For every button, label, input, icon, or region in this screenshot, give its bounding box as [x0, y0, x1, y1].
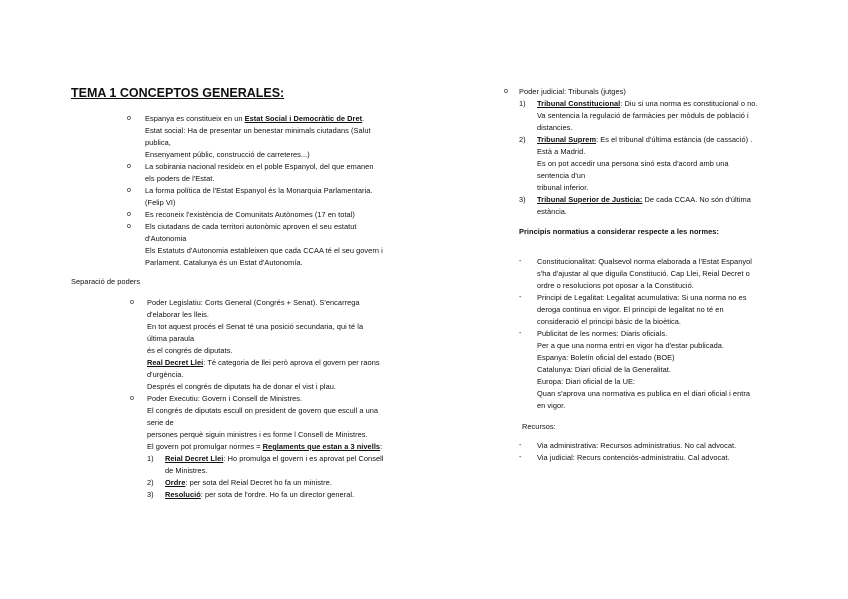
poder-line — [147, 417, 174, 429]
tribunal-line — [537, 170, 585, 182]
principi-line — [537, 388, 750, 400]
text-run: Catalunya: Diari oficial de la Generalitat. — [537, 365, 672, 374]
page-title: TEMA 1 CONCEPTOS GENERALES: — [71, 86, 285, 100]
text-run: Estat social: Ha de presentar un benestar minimals ciutadans (Salut — [145, 126, 371, 135]
principi-line — [537, 280, 694, 292]
intro-line — [145, 113, 364, 125]
tribunal-line — [537, 194, 751, 206]
bullet-icon: o — [127, 211, 131, 218]
tribunal-line — [537, 182, 588, 194]
text-run: : Es el tribunal d'última estància (de cassació) . — [596, 135, 753, 144]
underlined-term: Reglaments que estan a 3 nivells — [262, 442, 381, 451]
poder-line — [147, 441, 382, 453]
text-run: deroga continua en vigor. El principi de legalitat no té en — [537, 305, 724, 314]
underlined-term: Real Decret Llei — [147, 358, 204, 367]
text-run: Separació de poders — [71, 277, 141, 286]
text-run: Via judicial: Recurs contenciós-administratiu. Cal advocat. — [537, 453, 730, 462]
intro-line — [145, 233, 186, 245]
text-run: és el congrés de diputats. — [147, 346, 233, 355]
underlined-term: Tribunal Suprem — [537, 135, 597, 144]
bullet-icon: o — [130, 299, 134, 306]
dash-bullet-icon: - — [519, 454, 522, 461]
poder-line — [147, 381, 336, 393]
poder-line — [147, 321, 363, 333]
text-run: d'urgència. — [147, 370, 184, 379]
text-run: La forma política de l'Estat Espanyol és la Monarquia Parlamentaria. — [145, 186, 373, 195]
intro-line — [145, 197, 175, 209]
text-run: Espanya: Boletín oficial del estado (BOE) — [537, 353, 675, 362]
tribunal-line — [537, 206, 567, 218]
tribunal-line — [537, 110, 749, 122]
intro-line — [145, 161, 374, 173]
tribunal-line — [537, 98, 758, 110]
poder-line — [147, 297, 360, 309]
list-number — [147, 489, 154, 501]
text-run: Va sentencia la regulació de farmàcies per mòduls de població i — [537, 111, 749, 120]
text-run: 1) — [147, 454, 154, 463]
text-run: Publicitat de les normes: Diaris oficials. — [537, 329, 668, 338]
text-run: d'elaborar les lleis. — [147, 310, 210, 319]
text-run: Poder Executiu: Govern i Consell de Ministres. — [147, 394, 303, 403]
text-run: Europa: Diari oficial de la UE: — [537, 377, 636, 386]
list-number — [147, 477, 154, 489]
text-run: : — [380, 442, 383, 451]
reglament-line — [165, 489, 354, 501]
text-run: Poder Legislatiu: Corts General (Congrés + Senat). S'encarrega — [147, 298, 360, 307]
bullet-icon: o — [127, 163, 131, 170]
text-run: 3) — [519, 195, 526, 204]
section-heading — [71, 276, 140, 288]
text-run: última paraula — [147, 334, 195, 343]
principi-line — [537, 292, 746, 304]
text-run: De cada CCAA. No són d'última — [642, 195, 751, 204]
poder-line — [147, 405, 378, 417]
text-run: s'ha d'ajustar al que diguila Constitució. Cap Llei, Reial Decret o — [537, 269, 750, 278]
principi-line — [537, 328, 667, 340]
text-run: els poders de l'Estat. — [145, 174, 215, 183]
principi-line — [537, 364, 671, 376]
bullet-icon: o — [127, 115, 131, 122]
text-run: Constitucionalitat: Qualsevol norma elaborada a l'Estat Espanyol — [537, 257, 752, 266]
principi-line — [537, 316, 681, 328]
text-run: Espanya es constitueix en un — [145, 114, 245, 123]
underlined-term: Tribunal Superior de Justicia: — [537, 195, 643, 204]
text-run: ordre o resolucions pot oposar a la Constitució. — [537, 281, 694, 290]
principi-line — [537, 352, 675, 364]
tribunal-line — [537, 122, 572, 134]
intro-line — [145, 125, 371, 137]
poder-line — [147, 393, 302, 405]
text-run: Poder judicial: Tribunals (jutges) — [519, 87, 626, 96]
bullet-icon: o — [130, 395, 134, 402]
poder-line — [147, 333, 194, 345]
text-run: distancies. — [537, 123, 573, 132]
intro-line — [145, 257, 303, 269]
judicial-heading — [519, 86, 626, 98]
text-run: en vigor. — [537, 401, 566, 410]
intro-line — [145, 221, 357, 233]
text-run: El congrés de diputats escull on president de govern que escull a una — [147, 406, 379, 415]
poder-line — [147, 429, 368, 441]
text-run: estància. — [537, 207, 568, 216]
text-run: El govern pot promulgar normes = — [147, 442, 263, 451]
poder-line — [147, 369, 183, 381]
text-run: Principi de Legalitat: Legalitat acumulativa: Si una norma no es — [537, 293, 747, 302]
text-run: (Felip VI) — [145, 198, 176, 207]
text-run: Els Estatuts d'Autonomia estableixen que cada CCAA té el seu govern i — [145, 246, 383, 255]
text-run: : Té categoria de llei però aprova el govern per raons — [203, 358, 380, 367]
principi-line — [537, 340, 724, 352]
reglament-line — [165, 477, 332, 489]
recurs-line — [537, 452, 730, 464]
principi-line — [537, 268, 750, 280]
principi-line — [537, 400, 565, 412]
intro-line — [145, 173, 214, 185]
text-run: La sobirania nacional resideix en el poble Espanyol, del que emanen — [145, 162, 374, 171]
reglament-line — [165, 453, 384, 465]
poder-line — [147, 357, 380, 369]
text-run: : per sota del Reial Decret ho fa un ministre. — [185, 478, 332, 487]
poder-line — [147, 345, 233, 357]
text-run: consideració el principi bàsic de la bioètica. — [537, 317, 682, 326]
text-run: 2) — [519, 135, 526, 144]
text-run: En tot aquest procés el Senat té una posició secundaria, qui té la — [147, 322, 364, 331]
text-run: serie de — [147, 418, 174, 427]
recursos-heading — [522, 421, 556, 433]
text-run: Via administrativa: Recursos administratius. No cal advocat. — [537, 441, 737, 450]
intro-line — [145, 245, 383, 257]
underlined-term: Resolució — [165, 490, 201, 499]
recurs-line — [537, 440, 736, 452]
tribunal-line — [537, 158, 729, 170]
bullet-icon: o — [504, 88, 508, 95]
text-run: : Diu si una norma es constitucional o no. — [620, 99, 758, 108]
principi-line — [537, 304, 724, 316]
underlined-term: Estat Social i Democràtic de Dret — [244, 114, 363, 123]
text-run: Ensenyament públic, construcció de carreteres...) — [145, 150, 310, 159]
text-run: Per a que una norma entri en vigor ha d'estar publicada. — [537, 341, 725, 350]
dash-bullet-icon: - — [519, 442, 522, 449]
text-run: : per sota de l'ordre. Ho fa un director general. — [200, 490, 355, 499]
text-run: Recursos: — [522, 422, 556, 431]
text-run: de Ministres. — [165, 466, 208, 475]
text-run: sentencia d'un — [537, 171, 586, 180]
text-run: . — [362, 114, 365, 123]
dash-bullet-icon: - — [519, 258, 522, 265]
list-number — [147, 453, 154, 465]
principi-line — [537, 256, 752, 268]
underlined-term: Ordre — [165, 478, 186, 487]
tribunal-line — [537, 134, 752, 146]
text-run: d'Autonomia — [145, 234, 187, 243]
text-run: Quan s'aprova una normativa es publica en el diari oficial i entra — [537, 389, 750, 398]
text-run: Es on pot accedir una persona sinó esta d'acord amb una — [537, 159, 729, 168]
text-run: 2) — [147, 478, 154, 487]
list-number — [519, 194, 526, 206]
dash-bullet-icon: - — [519, 294, 522, 301]
text-run: Es reconeix l'existència de Comunitats Autònomes (17 en total) — [145, 210, 355, 219]
list-number — [519, 134, 526, 146]
tribunal-line — [537, 146, 585, 158]
underlined-term: Tribunal Constitucional — [537, 99, 621, 108]
text-run: 3) — [147, 490, 154, 499]
intro-line — [145, 137, 171, 149]
reglament-line — [165, 465, 208, 477]
text-run: Després el congrés de diputats ha de donar el vist i plau. — [147, 382, 337, 391]
poder-line — [147, 309, 209, 321]
principi-line — [537, 376, 635, 388]
text-run: tribunal inferior. — [537, 183, 589, 192]
underlined-term: Reial Decret Llei — [165, 454, 224, 463]
intro-line — [145, 209, 355, 221]
text-run: 1) — [519, 99, 526, 108]
bullet-icon: o — [127, 187, 131, 194]
text-run: : Ho promulga el govern i es aprovat pel Consell — [223, 454, 384, 463]
text-run: Està a Madrid. — [537, 147, 586, 156]
principis-heading — [519, 226, 719, 238]
dash-bullet-icon: - — [519, 330, 522, 337]
bullet-icon: o — [127, 223, 131, 230]
text-run: Principis normatius a considerar respecte a les normes: — [519, 227, 719, 236]
intro-line — [145, 149, 310, 161]
text-run: Parlament. Catalunya és un Estat d'Autonomía. — [145, 258, 303, 267]
intro-line — [145, 185, 372, 197]
list-number — [519, 98, 526, 110]
text-run: publica, — [145, 138, 171, 147]
text-run: Els ciutadans de cada territori autonòmic aproven el seu estatut — [145, 222, 357, 231]
text-run: persones perquè siguin ministres i es forme l Consell de Ministres. — [147, 430, 368, 439]
